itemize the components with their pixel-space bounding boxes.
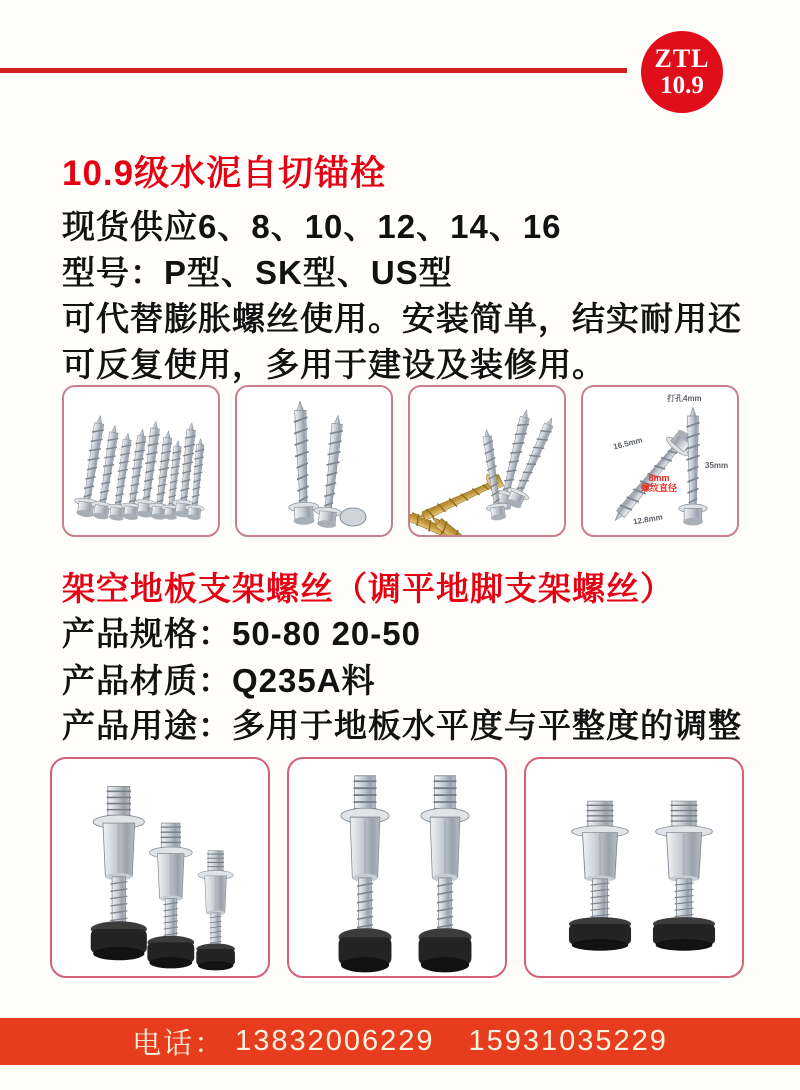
- photo-bolt-dimensions: [581, 385, 739, 537]
- phone-label: 电话：: [132, 1028, 226, 1060]
- photo-two-tall-supports: [287, 757, 507, 978]
- two-short-supports-illustration: [526, 759, 742, 976]
- three-supports-illustration: [52, 759, 268, 976]
- photo-two-standing-bolts: [235, 385, 393, 537]
- brand-badge-text: ZTL: [654, 43, 710, 73]
- brand-badge: [641, 31, 723, 113]
- two-tall-supports-illustration: [289, 759, 505, 976]
- photo-two-short-supports: [524, 757, 744, 978]
- thread-size-text: 8mm: [648, 473, 670, 483]
- photo-bolt-pile: [408, 385, 566, 537]
- anchor-bolt-photo-row: [62, 385, 739, 537]
- product1-description-line2: 可反复使用，多用于建设及装修用。: [62, 346, 606, 383]
- photo-three-supports: [50, 757, 270, 978]
- dimension-label-left: 16.5mm: [612, 435, 644, 452]
- phone-number-2: 15931035229: [468, 1025, 668, 1057]
- dimension-label-bottom: 12.8mm: [632, 512, 664, 527]
- product1-description-line1: 可代替膨胀螺丝使用。安装简单，结实耐用还: [62, 300, 742, 337]
- standing-bolts-illustration: [237, 387, 391, 535]
- brand-badge-grade: 10.9: [660, 71, 704, 99]
- product1-sizes-line: 现货供应6、8、10、12、14、16: [62, 208, 562, 245]
- phone-number-1: 13832006229: [235, 1025, 435, 1057]
- contact-footer-bar: [0, 1018, 800, 1065]
- product2-spec-line: 产品规格：50-80 20-50: [62, 615, 421, 652]
- dimension-label-top: 打孔4mm: [667, 394, 702, 403]
- dimension-label-right: 35mm: [705, 461, 729, 470]
- anchor-bolts-lineup-illustration: [64, 387, 218, 535]
- header-rule: [0, 68, 627, 73]
- product1-models-line: 型号：P型、SK型、US型: [62, 254, 453, 291]
- photo-anchor-bolts-lineup: [62, 385, 220, 537]
- product2-usage-line: 产品用途：多用于地板水平度与平整度的调整: [62, 707, 742, 744]
- product1-title: 10.9级水泥自切锚栓: [62, 154, 387, 193]
- bolt-pile-illustration: [410, 387, 564, 535]
- floor-support-photo-row: [50, 757, 744, 978]
- thread-caption-text: 螺纹直径: [641, 483, 678, 494]
- product2-title: 架空地板支架螺丝（调平地脚支架螺丝）: [62, 570, 674, 607]
- dimension-label-thread: [641, 473, 677, 494]
- product2-material-line: 产品材质：Q235A料: [62, 662, 376, 699]
